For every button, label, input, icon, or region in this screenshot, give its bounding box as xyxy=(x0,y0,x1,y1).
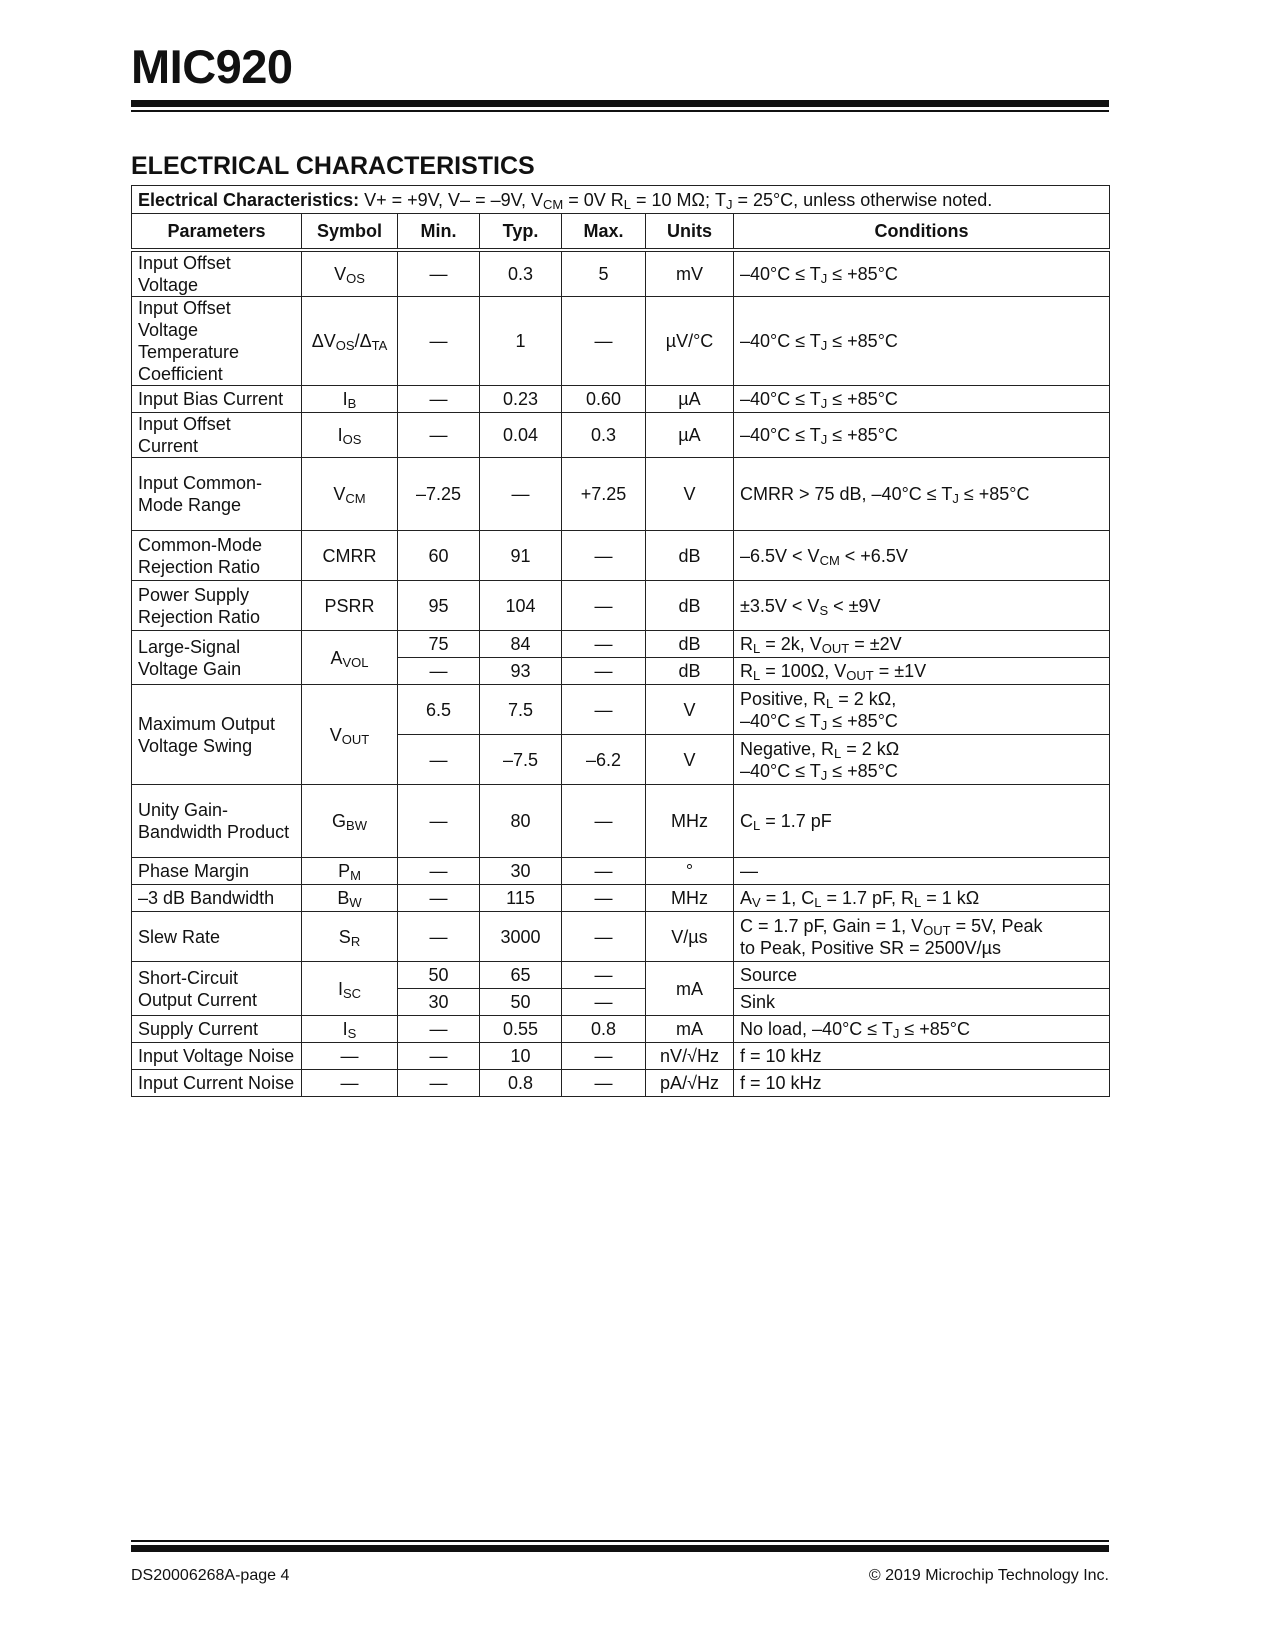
symbol-cell: $I_B$ xyxy=(302,386,398,413)
units-cell: dB xyxy=(646,531,734,581)
conditions-cell: Positive, $R_L = 2$ kΩ, $-40^\circ C \le T_J \le +85^\circ C$ xyxy=(734,685,1110,735)
col-header: Typ. xyxy=(480,214,562,251)
conditions-cell: Source xyxy=(734,962,1110,989)
typ-cell: 93 xyxy=(480,658,562,685)
caption-text-2: = 0V R xyxy=(563,189,624,210)
symbol-cell: $V_{OUT}$ xyxy=(302,685,398,785)
table-caption-row xyxy=(132,186,1110,214)
typ-cell: –7.5 xyxy=(480,735,562,785)
caption-label: Electrical Characteristics: xyxy=(138,189,360,210)
typ-cell: 7.5 xyxy=(480,685,562,735)
param-cell: Large-Signal Voltage Gain xyxy=(132,631,302,685)
typ-cell: 3000 xyxy=(480,912,562,962)
max-cell: — xyxy=(562,885,646,912)
max-cell: — xyxy=(562,785,646,858)
param-cell: Input Offset Voltage xyxy=(132,250,302,297)
conditions-cell: f = 10 kHz xyxy=(734,1070,1110,1097)
table-row xyxy=(132,1070,1110,1097)
min-cell: — xyxy=(398,858,480,885)
symbol-cell: CMRR xyxy=(302,531,398,581)
table-row xyxy=(132,531,1110,581)
symbol-cell: $I_{OS}$ xyxy=(302,413,398,458)
conditions-cell: $C_L = 1.7$ pF xyxy=(734,785,1110,858)
units-cell: mA xyxy=(646,962,734,1016)
footer-doc-number: DS20006268A-page 4 xyxy=(131,1567,290,1584)
typ-cell: 0.3 xyxy=(480,250,562,297)
max-cell: –6.2 xyxy=(562,735,646,785)
max-cell: 0.60 xyxy=(562,386,646,413)
typ-cell: 65 xyxy=(480,962,562,989)
table-row xyxy=(132,885,1110,912)
param-cell: Common-Mode Rejection Ratio xyxy=(132,531,302,581)
conditions-cell: $-6.5V < V_{CM} < +6.5V$ xyxy=(734,531,1110,581)
table-row xyxy=(132,685,1110,735)
page-title: MIC920 xyxy=(131,40,293,93)
table-row xyxy=(132,631,1110,658)
min-cell: — xyxy=(398,1016,480,1043)
min-cell: 30 xyxy=(398,989,480,1016)
param-cell: –3 dB Bandwidth xyxy=(132,885,302,912)
min-cell: — xyxy=(398,658,480,685)
min-cell: — xyxy=(398,413,480,458)
min-cell: — xyxy=(398,912,480,962)
table-row xyxy=(132,785,1110,858)
units-cell: dB xyxy=(646,658,734,685)
caption-text-3: = 10 MΩ; T xyxy=(630,189,726,210)
param-cell: Power Supply Rejection Ratio xyxy=(132,581,302,631)
caption-text-1: V+ = +9V, V– = –9V, V xyxy=(364,189,543,210)
max-cell: — xyxy=(562,912,646,962)
table-row xyxy=(132,858,1110,885)
typ-cell: 0.23 xyxy=(480,386,562,413)
conditions-cell: C = 1.7 pF, Gain = 1, $V_{OUT} = 5V$, Peak to Peak, Positive SR = 2500V/µs xyxy=(734,912,1110,962)
col-header: Parameters xyxy=(132,214,302,251)
param-cell: Unity Gain-Bandwidth Product xyxy=(132,785,302,858)
max-cell: — xyxy=(562,989,646,1016)
typ-cell: 84 xyxy=(480,631,562,658)
min-cell: –7.25 xyxy=(398,458,480,531)
units-cell: pA/√Hz xyxy=(646,1070,734,1097)
units-cell: µA xyxy=(646,413,734,458)
typ-cell: 10 xyxy=(480,1043,562,1070)
typ-cell: 115 xyxy=(480,885,562,912)
symbol-cell: $G_{BW}$ xyxy=(302,785,398,858)
header-rule-thin xyxy=(131,110,1109,112)
max-cell: — xyxy=(562,631,646,658)
units-cell: µA xyxy=(646,386,734,413)
symbol-cell: $I_S$ xyxy=(302,1016,398,1043)
min-cell: — xyxy=(398,250,480,297)
max-cell: — xyxy=(562,1043,646,1070)
conditions-cell: f = 10 kHz xyxy=(734,1043,1110,1070)
typ-cell: 80 xyxy=(480,785,562,858)
caption-sub-3: J xyxy=(725,196,733,212)
units-cell: V xyxy=(646,735,734,785)
units-cell: V/µs xyxy=(646,912,734,962)
symbol-cell: $S_R$ xyxy=(302,912,398,962)
col-header: Min. xyxy=(398,214,480,251)
table-row xyxy=(132,413,1110,458)
units-cell: mA xyxy=(646,1016,734,1043)
min-cell: — xyxy=(398,735,480,785)
col-header: Units xyxy=(646,214,734,251)
typ-cell: 91 xyxy=(480,531,562,581)
table-row xyxy=(132,962,1110,989)
table-caption xyxy=(132,186,1110,214)
units-cell: ° xyxy=(646,858,734,885)
symbol-cell: $A_{VOL}$ xyxy=(302,631,398,685)
min-cell: 6.5 xyxy=(398,685,480,735)
units-cell: V xyxy=(646,685,734,735)
min-cell: 95 xyxy=(398,581,480,631)
min-cell: 75 xyxy=(398,631,480,658)
caption-sub-1: CM xyxy=(542,196,564,212)
min-cell: — xyxy=(398,885,480,912)
symbol-cell: PSRR xyxy=(302,581,398,631)
typ-cell: 50 xyxy=(480,989,562,1016)
conditions-cell: $-40^\circ C \le T_J \le +85^\circ C$ xyxy=(734,413,1110,458)
param-cell: Input Current Noise xyxy=(132,1070,302,1097)
conditions-cell: $-40^\circ C \le T_J \le +85^\circ C$ xyxy=(734,386,1110,413)
units-cell: µV/°C xyxy=(646,297,734,386)
max-cell: — xyxy=(562,685,646,735)
typ-cell: 30 xyxy=(480,858,562,885)
table-row xyxy=(132,297,1110,386)
typ-cell: — xyxy=(480,458,562,531)
min-cell: — xyxy=(398,386,480,413)
symbol-cell: $P_M$ xyxy=(302,858,398,885)
table-row xyxy=(132,250,1110,297)
section-title: ELECTRICAL CHARACTERISTICS xyxy=(131,152,535,180)
max-cell: 0.8 xyxy=(562,1016,646,1043)
footer-copyright: © 2019 Microchip Technology Inc. xyxy=(868,1567,1109,1584)
units-cell: dB xyxy=(646,581,734,631)
max-cell: +7.25 xyxy=(562,458,646,531)
min-cell: — xyxy=(398,1070,480,1097)
conditions-cell: — xyxy=(734,858,1110,885)
symbol-cell: $V_{OS}$ xyxy=(302,250,398,297)
symbol-cell: $I_{SC}$ xyxy=(302,962,398,1016)
max-cell: — xyxy=(562,658,646,685)
conditions-cell: CMRR > 75 dB, $-40^\circ C \le T_J \le +85^\circ C$ xyxy=(734,458,1110,531)
max-cell: 0.3 xyxy=(562,413,646,458)
max-cell: — xyxy=(562,962,646,989)
min-cell: 60 xyxy=(398,531,480,581)
param-cell: Input Common-Mode Range xyxy=(132,458,302,531)
max-cell: 5 xyxy=(562,250,646,297)
min-cell: — xyxy=(398,1043,480,1070)
param-cell: Input Bias Current xyxy=(132,386,302,413)
symbol-cell: $B_W$ xyxy=(302,885,398,912)
col-header: Conditions xyxy=(734,214,1110,251)
max-cell: — xyxy=(562,1070,646,1097)
units-cell: dB xyxy=(646,631,734,658)
param-cell: Input Offset Voltage Temperature Coefficient xyxy=(132,297,302,386)
table-row xyxy=(132,1043,1110,1070)
units-cell: MHz xyxy=(646,885,734,912)
symbol-cell: $\Delta V_{OS}/\Delta_{TA}$ xyxy=(302,297,398,386)
col-header: Symbol xyxy=(302,214,398,251)
table-row xyxy=(132,1016,1110,1043)
conditions-cell: $R_L = 100\Omega$, $V_{OUT} = \pm 1V$ xyxy=(734,658,1110,685)
param-cell: Input Voltage Noise xyxy=(132,1043,302,1070)
footer-rule-thick xyxy=(131,1545,1109,1552)
max-cell: — xyxy=(562,858,646,885)
max-cell: — xyxy=(562,581,646,631)
conditions-cell: $-40^\circ C \le T_J \le +85^\circ C$ xyxy=(734,297,1110,386)
typ-cell: 0.55 xyxy=(480,1016,562,1043)
symbol-cell: — xyxy=(302,1043,398,1070)
param-cell: Slew Rate xyxy=(132,912,302,962)
param-cell: Maximum Output Voltage Swing xyxy=(132,685,302,785)
electrical-characteristics-table xyxy=(131,185,1110,1097)
units-cell: mV xyxy=(646,250,734,297)
symbol-cell: $V_{CM}$ xyxy=(302,458,398,531)
symbol-cell: — xyxy=(302,1070,398,1097)
typ-cell: 0.8 xyxy=(480,1070,562,1097)
max-cell: — xyxy=(562,531,646,581)
conditions-cell: $\pm 3.5V < V_S < \pm 9V$ xyxy=(734,581,1110,631)
table-row xyxy=(132,458,1110,531)
conditions-cell: $A_V = 1$, $C_L = 1.7$ pF, $R_L = 1$ kΩ xyxy=(734,885,1110,912)
typ-cell: 1 xyxy=(480,297,562,386)
min-cell: — xyxy=(398,785,480,858)
conditions-cell: Negative, $R_L = 2$ kΩ $-40^\circ C \le T_J \le +85^\circ C$ xyxy=(734,735,1110,785)
table-row xyxy=(132,581,1110,631)
table-header-row xyxy=(132,214,1110,251)
col-header: Max. xyxy=(562,214,646,251)
param-cell: Phase Margin xyxy=(132,858,302,885)
units-cell: V xyxy=(646,458,734,531)
units-cell: nV/√Hz xyxy=(646,1043,734,1070)
footer-rule-thin xyxy=(131,1540,1109,1542)
conditions-cell: Sink xyxy=(734,989,1110,1016)
param-cell: Input Offset Current xyxy=(132,413,302,458)
table-row xyxy=(132,386,1110,413)
typ-cell: 104 xyxy=(480,581,562,631)
typ-cell: 0.04 xyxy=(480,413,562,458)
caption-sub-2: L xyxy=(623,196,631,212)
param-cell: Supply Current xyxy=(132,1016,302,1043)
min-cell: — xyxy=(398,297,480,386)
header-rule-thick xyxy=(131,100,1109,107)
conditions-cell: $-40^\circ C \le T_J \le +85^\circ C$ xyxy=(734,250,1110,297)
units-cell: MHz xyxy=(646,785,734,858)
conditions-cell: No load, $-40^\circ C \le T_J \le +85^\circ C$ xyxy=(734,1016,1110,1043)
max-cell: — xyxy=(562,297,646,386)
min-cell: 50 xyxy=(398,962,480,989)
caption-text-4: = 25°C, unless otherwise noted. xyxy=(732,189,993,210)
table-row xyxy=(132,912,1110,962)
param-cell: Short-Circuit Output Current xyxy=(132,962,302,1016)
conditions-cell: $R_L = 2k$, $V_{OUT} = \pm 2V$ xyxy=(734,631,1110,658)
